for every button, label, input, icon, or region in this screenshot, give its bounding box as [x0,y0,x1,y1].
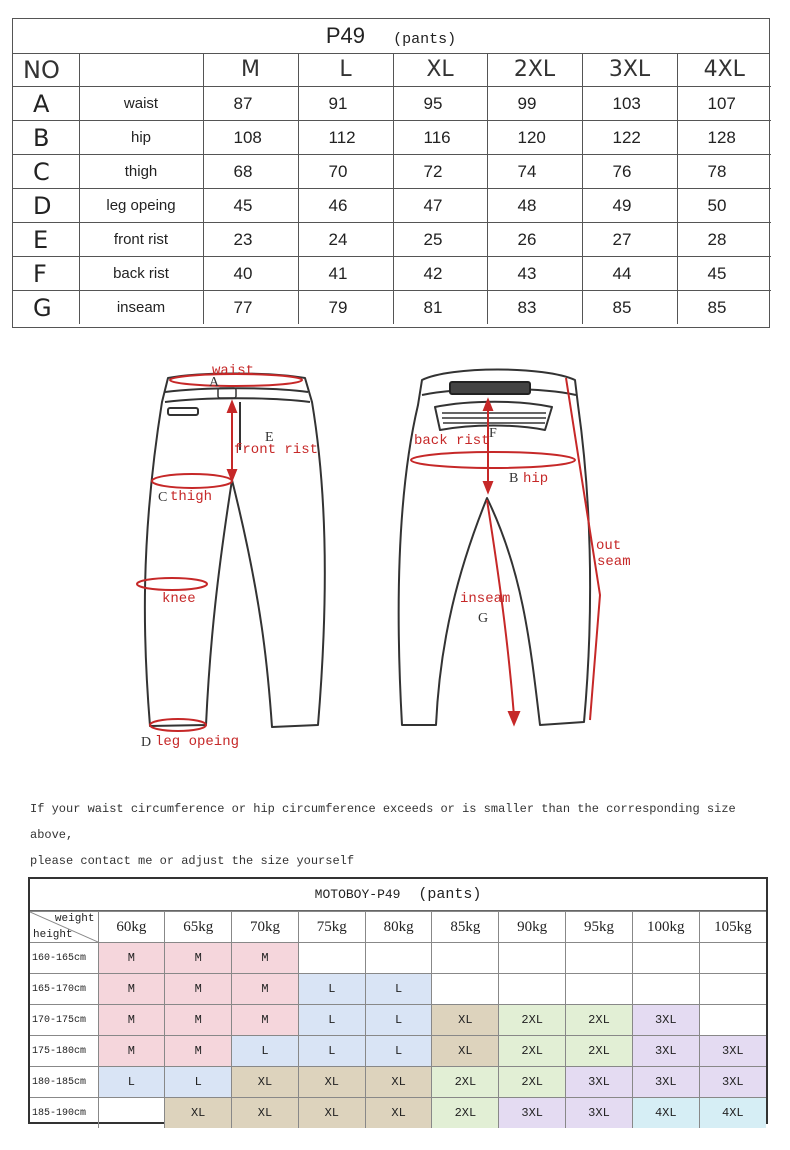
corner-height-label: height [33,929,73,941]
size-value-cell: 41 [298,257,393,291]
recommended-size-cell [632,974,699,1005]
size-row [13,257,771,291]
weight-header-cell: 75kg [298,912,365,943]
size-value-cell: 95 [393,87,487,121]
size-value-cell: 42 [393,257,487,291]
size-table-title [13,19,769,54]
size-note [30,796,780,874]
wh-product-type: (pants) [418,886,482,903]
row-measure-name: waist [79,87,203,121]
size-value-cell: 49 [582,189,677,223]
height-row [30,943,766,974]
weight-header-cell: 100kg [632,912,699,943]
weight-header-cell: 80kg [365,912,432,943]
size-value-cell: 28 [677,223,771,257]
size-grid [13,53,771,324]
front-rist-arrowhead-top [228,402,236,412]
label-leg-opeing: leg opeing [155,734,240,750]
front-pocket [168,408,198,415]
height-range-cell: 165-170cm [30,974,98,1005]
wh-table-title [30,879,766,911]
header-size-3xl: 3XL [582,53,677,87]
thigh-marker [152,474,232,488]
recommended-size-cell: M [98,943,165,974]
label-thigh: thigh [170,489,213,505]
recommended-size-cell: L [298,974,365,1005]
header-size-4xl: 4XL [677,53,771,87]
size-value-cell: 72 [393,155,487,189]
front-waistband [165,388,310,402]
header-no: NO [13,53,79,87]
recommended-size-cell [499,943,566,974]
row-letter: F [13,257,79,291]
recommended-size-cell: L [98,1067,165,1098]
height-row [30,1067,766,1098]
height-range-cell: 185-190cm [30,1098,98,1129]
label-back-rist: back rist [414,433,490,449]
size-value-cell: 122 [582,121,677,155]
size-value-cell: 77 [203,291,298,325]
size-row [13,291,771,325]
recommended-size-cell [432,974,499,1005]
knee-marker [137,578,207,590]
recommended-size-cell: L [165,1067,232,1098]
recommended-size-cell: 3XL [632,1067,699,1098]
size-value-cell: 23 [203,223,298,257]
recommended-size-cell: M [165,1005,232,1036]
size-value-cell: 83 [487,291,582,325]
size-value-cell: 46 [298,189,393,223]
recommended-size-cell: M [165,974,232,1005]
height-range-cell: 175-180cm [30,1036,98,1067]
note-line-1: If your waist circumference or hip circumference exceeds or is smaller than the corresponding size above, [30,802,736,842]
recommended-size-cell: XL [365,1098,432,1129]
recommended-size-cell: 3XL [499,1098,566,1129]
recommended-size-cell [98,1098,165,1129]
row-letter: A [13,87,79,121]
row-measure-name: back rist [79,257,203,291]
weight-header-cell: 90kg [499,912,566,943]
size-value-cell: 91 [298,87,393,121]
size-value-cell: 81 [393,291,487,325]
recommended-size-cell [699,974,766,1005]
recommended-size-cell [365,943,432,974]
size-value-cell: 112 [298,121,393,155]
recommended-size-cell: M [232,943,299,974]
size-table [12,18,770,328]
size-value-cell: 79 [298,291,393,325]
label-inseam: inseam [460,591,511,607]
weight-header-cell: 65kg [165,912,232,943]
label-a: A [209,375,220,390]
size-header-row [13,53,771,87]
size-value-cell: 24 [298,223,393,257]
height-row [30,974,766,1005]
height-range-cell: 180-185cm [30,1067,98,1098]
row-letter: D [13,189,79,223]
recommended-size-cell [432,943,499,974]
label-seam: seam [597,554,631,570]
size-value-cell: 68 [203,155,298,189]
back-rist-arrowhead-bottom [484,482,492,492]
recommended-size-cell: XL [365,1067,432,1098]
recommended-size-cell: XL [432,1005,499,1036]
size-row [13,223,771,257]
recommended-size-cell: M [165,1036,232,1067]
recommended-size-cell [298,943,365,974]
row-measure-name: inseam [79,291,203,325]
recommended-size-cell: 2XL [499,1005,566,1036]
label-knee: knee [162,591,196,607]
weight-header-cell: 95kg [566,912,633,943]
outseam-bracket [566,378,600,720]
recommended-size-cell: 4XL [632,1098,699,1129]
recommended-size-cell: M [232,1005,299,1036]
label-waist: waist [212,363,255,379]
label-front-rist: front rist [234,442,319,458]
recommended-size-cell: M [165,943,232,974]
recommended-size-cell: 3XL [699,1067,766,1098]
wh-corner-cell [30,912,98,943]
size-value-cell: 128 [677,121,771,155]
size-value-cell: 27 [582,223,677,257]
size-value-cell: 40 [203,257,298,291]
row-measure-name: hip [79,121,203,155]
header-size-xl: XL [393,53,487,87]
recommended-size-cell [699,943,766,974]
size-value-cell: 120 [487,121,582,155]
recommended-size-cell [566,974,633,1005]
size-value-cell: 44 [582,257,677,291]
row-letter: G [13,291,79,325]
label-hip: hip [523,471,549,487]
size-value-cell: 48 [487,189,582,223]
label-c: C [158,490,168,505]
recommended-size-cell: XL [432,1036,499,1067]
size-row [13,87,771,121]
recommended-size-cell: L [298,1005,365,1036]
recommended-size-cell: 3XL [632,1036,699,1067]
height-row [30,1036,766,1067]
recommended-size-cell: 3XL [566,1098,633,1129]
row-measure-name: thigh [79,155,203,189]
recommended-size-cell: XL [232,1098,299,1129]
recommended-size-cell: M [98,1036,165,1067]
size-value-cell: 47 [393,189,487,223]
row-letter: C [13,155,79,189]
size-value-cell: 99 [487,87,582,121]
recommended-size-cell: M [232,974,299,1005]
note-line-2: please contact me or adjust the size yourself [30,854,355,868]
recommended-size-cell: L [232,1036,299,1067]
row-letter: E [13,223,79,257]
size-row [13,189,771,223]
size-value-cell: 107 [677,87,771,121]
row-measure-name: leg opeing [79,189,203,223]
recommended-size-cell: 2XL [499,1067,566,1098]
header-measure [79,53,203,87]
recommended-size-cell: 3XL [699,1036,766,1067]
recommended-size-cell: 2XL [432,1067,499,1098]
height-row [30,1098,766,1129]
recommended-size-cell [699,1005,766,1036]
header-size-m: M [203,53,298,87]
height-row [30,1005,766,1036]
recommended-size-cell: 2XL [432,1098,499,1129]
wh-grid [30,911,766,1128]
product-code: P49 [325,23,365,48]
label-b: B [509,471,519,486]
recommended-size-cell: 3XL [632,1005,699,1036]
recommended-size-cell: 4XL [699,1098,766,1129]
size-row [13,155,771,189]
recommended-size-cell: L [365,974,432,1005]
hip-marker [411,452,575,468]
size-value-cell: 85 [677,291,771,325]
weight-header-cell: 105kg [699,912,766,943]
corner-weight-label: weight [54,913,95,925]
row-letter: B [13,121,79,155]
height-range-cell: 170-175cm [30,1005,98,1036]
size-value-cell: 26 [487,223,582,257]
recommended-size-cell: 2XL [566,1036,633,1067]
size-value-cell: 74 [487,155,582,189]
front-button [218,388,236,398]
size-value-cell: 116 [393,121,487,155]
header-size-2xl: 2XL [487,53,582,87]
recommended-size-cell: XL [232,1067,299,1098]
recommended-size-cell: L [365,1005,432,1036]
weight-header-cell: 60kg [98,912,165,943]
recommended-size-cell: 3XL [566,1067,633,1098]
recommended-size-cell [632,943,699,974]
label-out: out [596,538,622,554]
weight-header-cell: 70kg [232,912,299,943]
size-value-cell: 85 [582,291,677,325]
size-value-cell: 87 [203,87,298,121]
recommended-size-cell [566,943,633,974]
size-value-cell: 45 [203,189,298,223]
size-value-cell: 70 [298,155,393,189]
recommended-size-cell: L [298,1036,365,1067]
size-value-cell: 45 [677,257,771,291]
recommended-size-cell: M [98,974,165,1005]
pants-measurement-diagram [0,340,790,770]
wh-header-row [30,912,766,943]
recommended-size-cell: XL [165,1098,232,1129]
label-g: G [478,611,489,626]
recommended-size-cell: L [365,1036,432,1067]
size-value-cell: 78 [677,155,771,189]
size-value-cell: 43 [487,257,582,291]
height-range-cell: 160-165cm [30,943,98,974]
recommended-size-cell: 2XL [499,1036,566,1067]
back-vent-lines [442,413,546,423]
recommended-size-cell: 2XL [566,1005,633,1036]
size-value-cell: 50 [677,189,771,223]
size-value-cell: 103 [582,87,677,121]
front-pants-outline [145,374,325,728]
label-d: D [141,735,152,750]
size-value-cell: 76 [582,155,677,189]
header-size-l: L [298,53,393,87]
inseam-arrowhead [509,712,519,724]
product-type: (pants) [393,31,457,48]
back-waist-panel [450,382,530,394]
inseam-arrow [487,500,514,716]
recommended-size-cell: XL [298,1098,365,1129]
wh-product-code: MOTOBOY-P49 [314,887,401,902]
label-e: E [265,430,274,445]
recommended-size-cell [499,974,566,1005]
row-measure-name: front rist [79,223,203,257]
pants-drawing [0,340,790,770]
weight-header-cell: 85kg [432,912,499,943]
label-f: F [489,426,497,441]
front-fly [232,402,240,480]
recommended-size-cell: M [98,1005,165,1036]
size-value-cell: 25 [393,223,487,257]
weight-height-table [28,877,768,1124]
recommended-size-cell: XL [298,1067,365,1098]
size-row [13,121,771,155]
size-value-cell: 108 [203,121,298,155]
